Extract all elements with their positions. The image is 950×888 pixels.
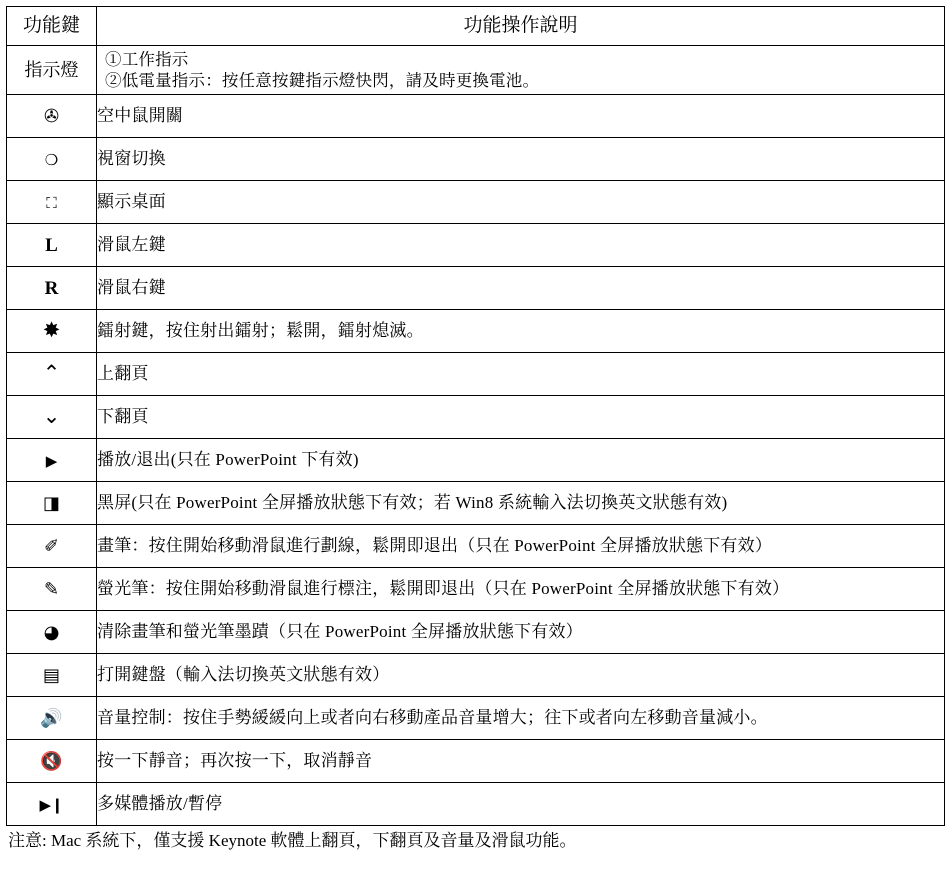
left-click-glyph: L	[45, 234, 58, 256]
table-body	[7, 7, 945, 826]
page-up-icon	[7, 353, 97, 396]
table-row	[7, 654, 945, 697]
indicator-line-1: ①工作指示	[105, 49, 189, 69]
table-row	[7, 267, 945, 310]
volume-icon	[7, 697, 97, 740]
mute-icon	[7, 740, 97, 783]
page-down-icon	[7, 396, 97, 439]
table-row	[7, 482, 945, 525]
laser-icon	[7, 310, 97, 353]
volume-glyph: 🔊	[40, 707, 63, 729]
row-description: 黑屏(只在 PowerPoint 全屏播放狀態下有效；若 Win8 系統輸入法切換英文狀態有效)	[97, 482, 945, 525]
laser-glyph: ✸	[42, 317, 61, 342]
show-desktop-glyph: ⛶	[46, 193, 57, 212]
header-key-column: 功能鍵	[7, 7, 97, 46]
footer-note: 注意: Mac 系統下，僅支援 Keynote 軟體上翻頁，下翻頁及音量及滑鼠功能。	[8, 831, 577, 850]
right-click-letter	[7, 267, 97, 310]
play-exit-glyph: ▶	[45, 451, 58, 470]
show-desktop-icon	[7, 181, 97, 224]
row-description: 鐳射鍵，按住射出鐳射；鬆開，鐳射熄滅。	[97, 310, 945, 353]
table-row	[7, 568, 945, 611]
left-click-letter	[7, 224, 97, 267]
row-description: 按一下靜音；再次按一下，取消靜音	[97, 740, 945, 783]
function-key-table	[6, 6, 945, 826]
page-up-glyph: ⌃	[42, 360, 61, 385]
play-pause-glyph: ▶❙	[39, 795, 64, 814]
row-description: 顯示桌面	[97, 181, 945, 224]
table-row	[7, 740, 945, 783]
play-exit-icon	[7, 439, 97, 482]
highlighter-icon	[7, 568, 97, 611]
row-description: 空中鼠開關	[97, 95, 945, 138]
row-description: 播放/退出(只在 PowerPoint 下有效)	[97, 439, 945, 482]
row-description: 視窗切換	[97, 138, 945, 181]
table-header-row	[7, 7, 945, 46]
keyboard-icon	[7, 654, 97, 697]
eraser-glyph: ◕	[43, 621, 60, 643]
row-description: 下翻頁	[97, 396, 945, 439]
indicator-description	[97, 46, 945, 95]
row-description: 滑鼠左鍵	[97, 224, 945, 267]
header-description-column: 功能操作說明	[97, 7, 945, 46]
table-row	[7, 525, 945, 568]
table-row	[7, 224, 945, 267]
row-description: 打開鍵盤（輸入法切換英文狀態有效）	[97, 654, 945, 697]
row-description: 螢光筆：按住開始移動滑鼠進行標注，鬆開即退出（只在 PowerPoint 全屏播放狀態下有效）	[97, 568, 945, 611]
table-row	[7, 439, 945, 482]
indicator-key-label: 指示燈	[7, 46, 97, 95]
air-mouse-icon	[7, 95, 97, 138]
row-description: 多媒體播放/暫停	[97, 783, 945, 826]
row-description: 滑鼠右鍵	[97, 267, 945, 310]
eraser-icon	[7, 611, 97, 654]
pen-icon	[7, 525, 97, 568]
indicator-line-2: ②低電量指示：按任意按鍵指示燈快閃，請及時更換電池。	[105, 71, 540, 90]
row-description: 畫筆：按住開始移動滑鼠進行劃線，鬆開即退出（只在 PowerPoint 全屏播放狀態下有效）	[97, 525, 945, 568]
play-pause-icon	[7, 783, 97, 826]
table-row	[7, 611, 945, 654]
table-row	[7, 138, 945, 181]
indicator-row	[7, 46, 945, 95]
table-row	[7, 353, 945, 396]
row-description: 清除畫筆和螢光筆墨蹟（只在 PowerPoint 全屏播放狀態下有效）	[97, 611, 945, 654]
table-row	[7, 396, 945, 439]
page-down-glyph: ⌄	[42, 403, 61, 428]
window-switch-icon	[7, 138, 97, 181]
window-switch-glyph: ❍	[44, 150, 59, 169]
table-row	[7, 310, 945, 353]
air-mouse-glyph: ✇	[43, 105, 60, 127]
pen-glyph: ✐	[43, 535, 60, 557]
keyboard-glyph: ▤	[42, 664, 60, 686]
black-screen-glyph: ◨	[42, 492, 60, 514]
row-description: 音量控制：按住手勢緩緩向上或者向右移動產品音量增大；往下或者向左移動音量減小。	[97, 697, 945, 740]
table-row	[7, 697, 945, 740]
table-row	[7, 181, 945, 224]
table-row	[7, 783, 945, 826]
mute-glyph: 🔇	[40, 750, 63, 772]
row-description: 上翻頁	[97, 353, 945, 396]
black-screen-icon	[7, 482, 97, 525]
table-row	[7, 95, 945, 138]
highlighter-glyph: ✎	[43, 578, 60, 600]
right-click-glyph: R	[44, 277, 59, 299]
